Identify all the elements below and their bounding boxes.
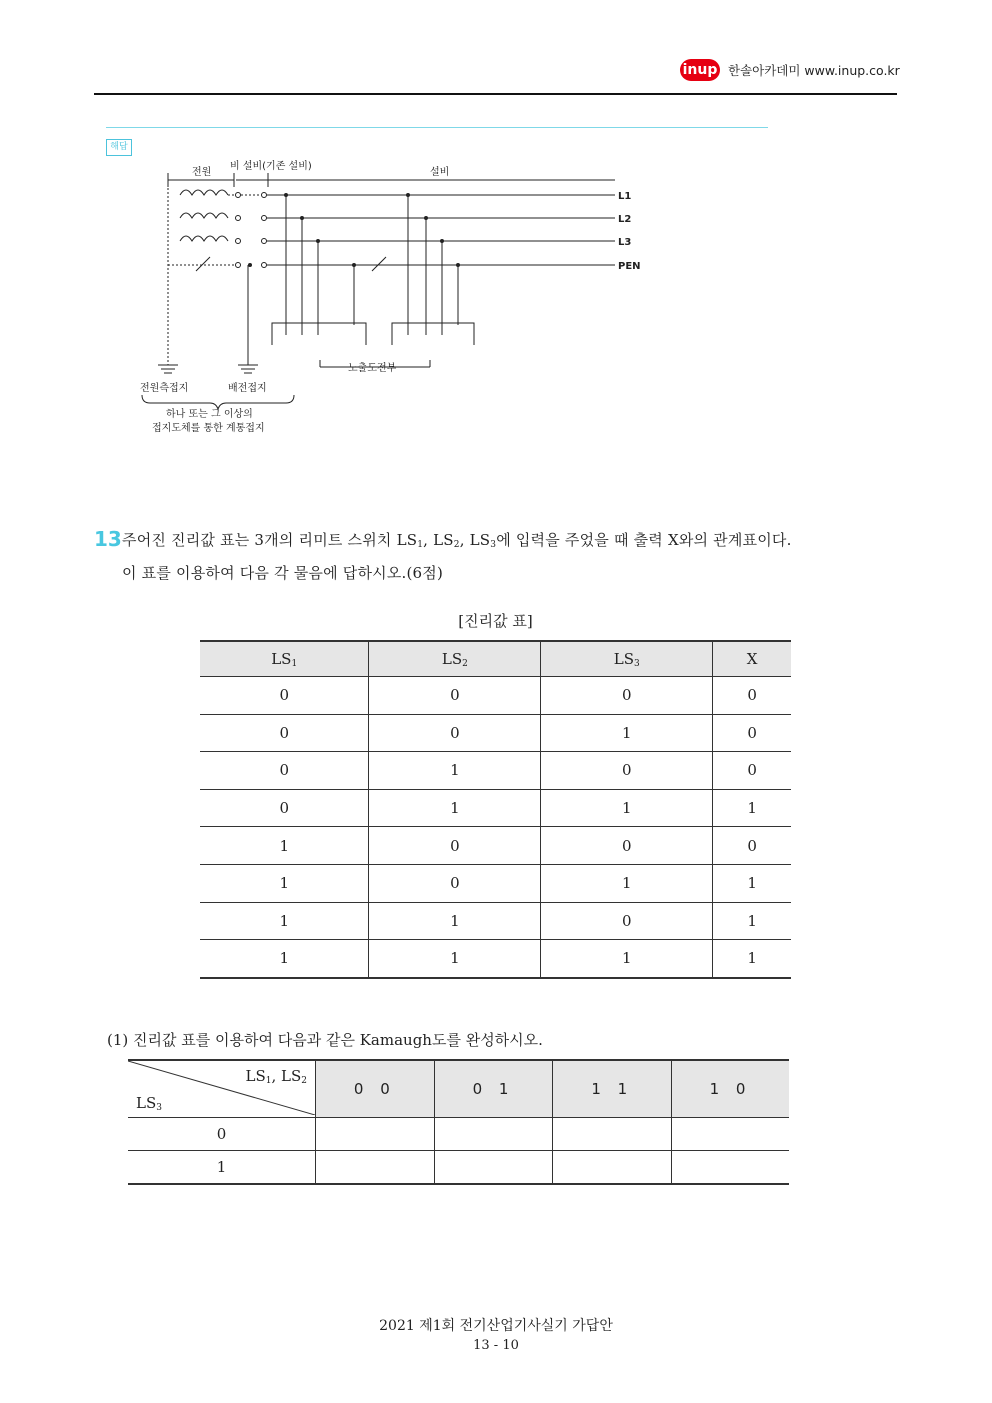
table-cell: 0 (541, 677, 713, 715)
table-cell: 0 (541, 752, 713, 790)
table-row (200, 940, 791, 978)
table-cell: 1 (713, 864, 791, 902)
table-cell: 1 (541, 789, 713, 827)
kmap-corner-bottom-label: $LS_3$ (136, 1094, 162, 1113)
page-number: 13 - 10 (473, 1338, 519, 1353)
karnaugh-map-table (128, 1059, 789, 1185)
kmap-row-label: 0 (128, 1118, 316, 1151)
kmap-cell (316, 1118, 435, 1151)
table-cell: 0 (200, 789, 369, 827)
question-text-line-1: 주어진 진리값 표는 3개의 리미트 스위치 $LS_1$, $LS_2$, $LS_3$에 입력을 주었을 때 출력 X와의 관계표이다. (122, 531, 792, 550)
label-equipment: 설비 (430, 167, 450, 178)
kmap-cell (553, 1151, 672, 1185)
line-label-l1: L1 (618, 191, 632, 202)
truth-table-title: [진리값 표] (458, 612, 533, 630)
table-cell: 0 (713, 827, 791, 865)
answer-tag: 해답 (106, 139, 132, 156)
kmap-cell (434, 1118, 553, 1151)
header-ls3: $LS_3$ (541, 641, 713, 677)
table-row (200, 864, 791, 902)
caption-line-2: 접지도체를 통한 계통접지 (152, 423, 265, 434)
answer-divider (106, 127, 768, 128)
header-ls1: $LS_1$ (200, 641, 369, 677)
table-cell: 1 (541, 714, 713, 752)
kmap-cell (316, 1151, 435, 1185)
question-number: 13 (94, 527, 122, 551)
kmap-corner-cell (128, 1060, 316, 1118)
line-label-l3: L3 (618, 237, 632, 248)
inup-logo: inup (680, 59, 720, 81)
table-cell: 1 (200, 902, 369, 940)
table-cell: 1 (200, 864, 369, 902)
table-cell: 1 (369, 902, 541, 940)
table-cell: 0 (200, 677, 369, 715)
table-cell: 1 (200, 827, 369, 865)
table-cell: 1 (369, 940, 541, 978)
table-cell: 0 (713, 677, 791, 715)
kmap-cell (672, 1151, 789, 1185)
kmap-row-1 (128, 1151, 789, 1185)
table-cell: 0 (713, 714, 791, 752)
label-source-ground: 전원측접지 (140, 383, 189, 394)
table-cell: 1 (541, 940, 713, 978)
kmap-cell (553, 1118, 672, 1151)
header-site-text: 한솔아카데미 www.inup.co.kr (728, 63, 900, 78)
line-label-pen: PEN (618, 261, 641, 272)
table-cell: 1 (713, 940, 791, 978)
table-cell: 0 (200, 714, 369, 752)
subquestion-1: (1) 진리값 표를 이용하여 다음과 같은 Kamaugh도를 완성하시오. (107, 1031, 543, 1049)
line-label-l2: L2 (618, 214, 632, 225)
table-cell: 1 (541, 864, 713, 902)
kmap-col-00: 0 0 (316, 1060, 435, 1118)
table-row (200, 752, 791, 790)
table-row (200, 677, 791, 715)
header-divider (94, 93, 897, 95)
table-cell: 0 (369, 827, 541, 865)
kmap-header-row (128, 1060, 789, 1118)
table-cell: 1 (713, 789, 791, 827)
label-bus: 비 설비(기존 설비) (230, 161, 312, 172)
kmap-row-label: 1 (128, 1151, 316, 1185)
table-cell: 1 (369, 752, 541, 790)
table-cell: 1 (200, 940, 369, 978)
tn-c-system-diagram (130, 155, 650, 445)
kmap-row-0 (128, 1118, 789, 1151)
table-row (200, 902, 791, 940)
table-row (200, 714, 791, 752)
table-cell: 0 (369, 677, 541, 715)
table-cell: 0 (369, 714, 541, 752)
kmap-col-11: 1 1 (553, 1060, 672, 1118)
question-text-line-2: 이 표를 이용하여 다음 각 물음에 답하시오.(6점) (122, 564, 444, 582)
footer-title: 2021 제1회 전기산업기사실기 가답안 (379, 1318, 613, 1334)
table-cell: 1 (713, 902, 791, 940)
label-distribution-ground: 배전접지 (228, 383, 267, 394)
header-ls2: $LS_2$ (369, 641, 541, 677)
kmap-cell (434, 1151, 553, 1185)
table-cell: 0 (369, 864, 541, 902)
kmap-col-10: 1 0 (672, 1060, 789, 1118)
table-row (200, 827, 791, 865)
label-source: 전원 (192, 167, 212, 178)
kmap-col-01: 0 1 (434, 1060, 553, 1118)
table-cell: 0 (541, 902, 713, 940)
header-x: X (713, 641, 791, 677)
table-cell: 1 (369, 789, 541, 827)
kmap-corner-top-label: $LS_1$, $LS_2$ (245, 1067, 307, 1086)
table-cell: 0 (713, 752, 791, 790)
caption-line-1: 하나 또는 그 이상의 (166, 409, 253, 420)
table-cell: 0 (200, 752, 369, 790)
label-exposed-parts: 노출도전부 (348, 363, 397, 374)
truth-table (200, 640, 791, 979)
table-row (200, 789, 791, 827)
table-cell: 0 (541, 827, 713, 865)
kmap-cell (672, 1118, 789, 1151)
truth-table-header-row (200, 641, 791, 677)
